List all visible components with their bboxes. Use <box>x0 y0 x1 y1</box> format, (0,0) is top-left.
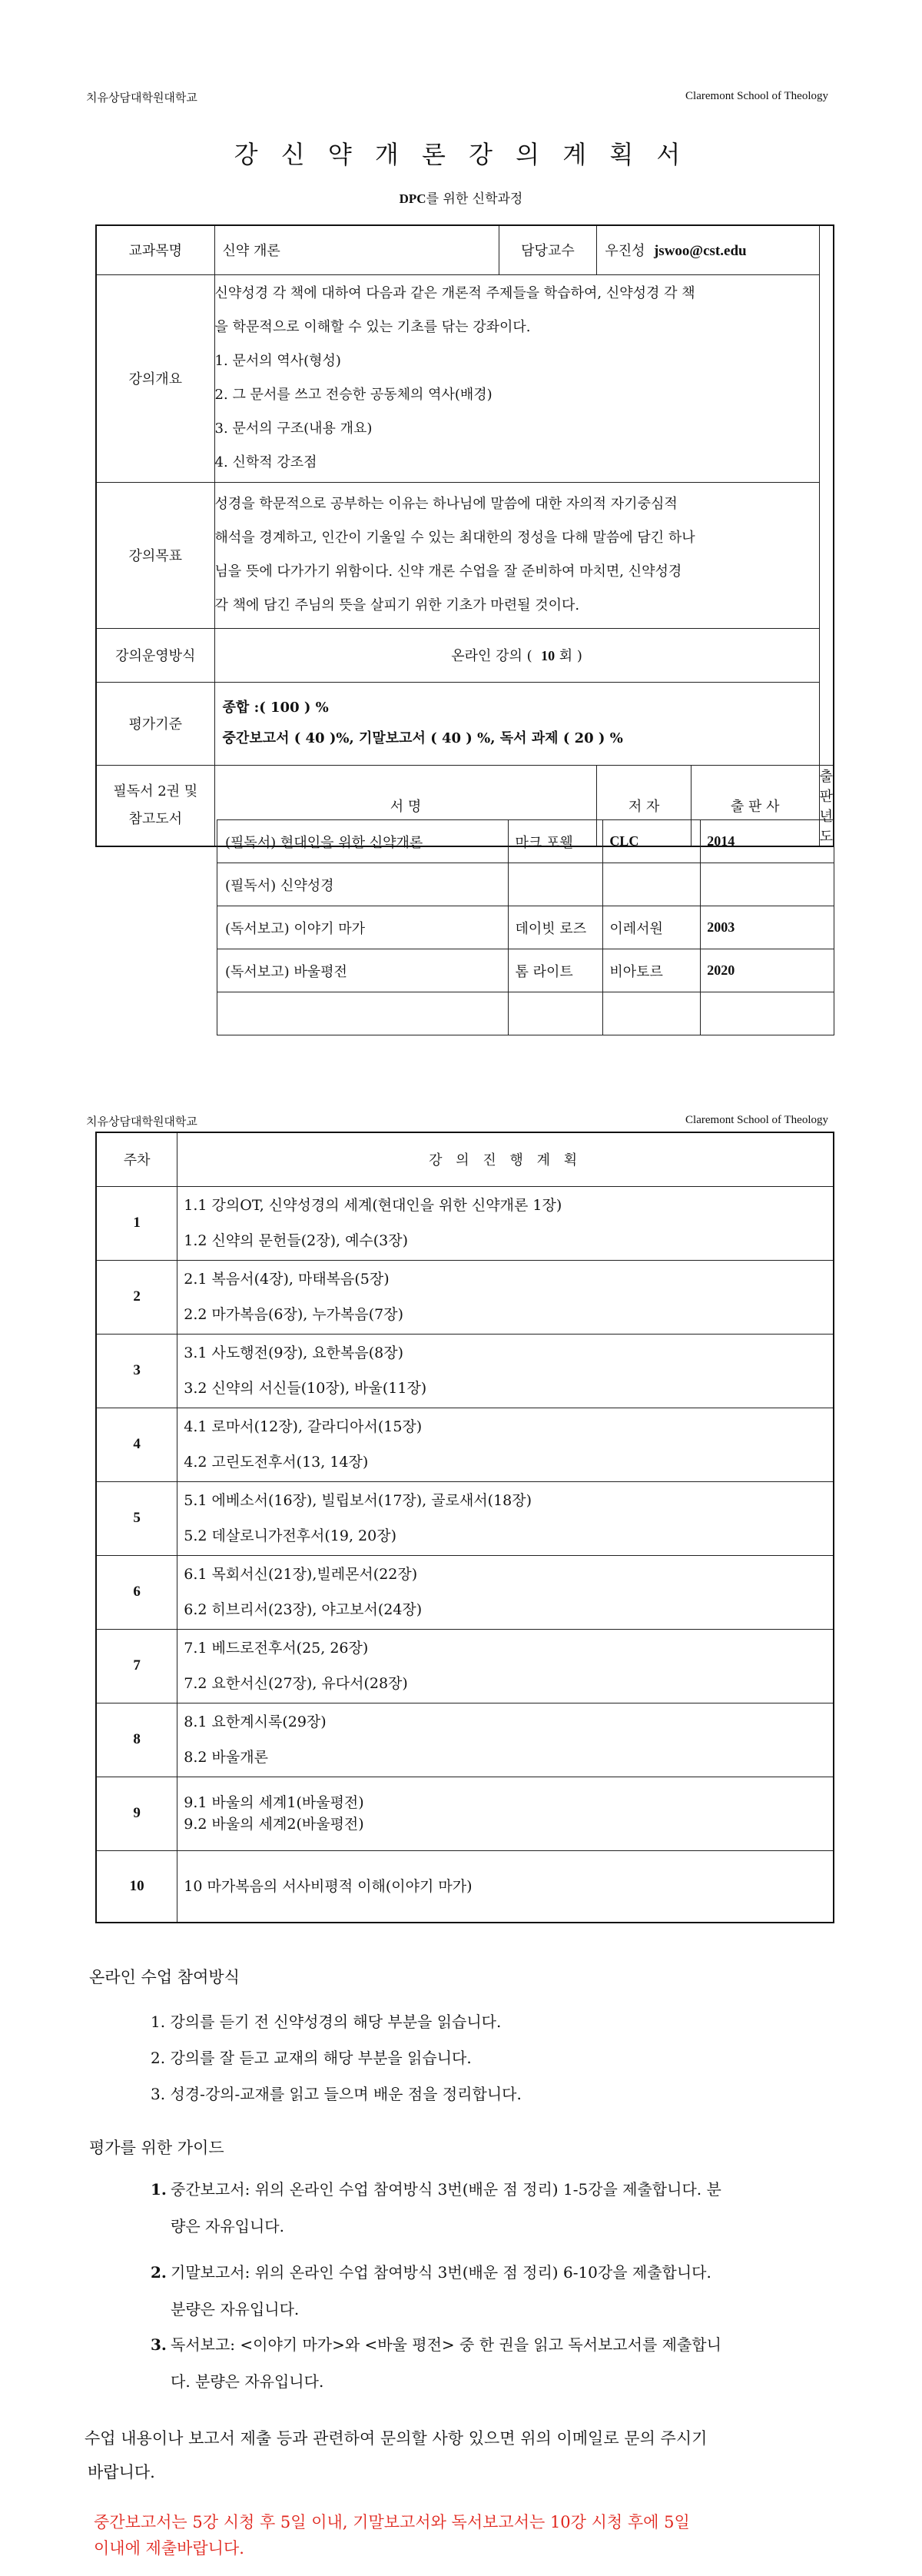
week-row <box>96 1260 834 1334</box>
week-number: 3 <box>96 1334 177 1408</box>
week-topic-line: 6.2 히브리서(23장), 야고보서(24장) <box>184 1601 423 1618</box>
method-value: 온라인 강의 ( 10 회 ) <box>214 628 819 682</box>
overview-line: 1. 문서의 역사(형성) <box>214 353 341 369</box>
instructor-email: jswoo@cst.edu <box>653 243 747 260</box>
book-author: 마크 포웰 <box>509 820 603 863</box>
week-topic-line: 1.1 강의OT, 신약성경의 세계(현대인을 위한 신약개론 1장) <box>184 1197 562 1214</box>
syllabus-table <box>95 224 834 847</box>
books-table <box>217 819 834 1035</box>
week-number: 6 <box>96 1555 177 1629</box>
book-title: (필독서) 신약성경 <box>217 863 509 906</box>
evaluation-row <box>96 682 834 765</box>
week-row <box>96 1408 834 1481</box>
book-title: (독서보고) 이야기 마가 <box>217 906 509 949</box>
week-topic-line: 8.1 요한계시록(29장) <box>184 1713 327 1730</box>
overview-line: 2. 그 문서를 쓰고 전승한 공동체의 역사(배경) <box>214 387 493 403</box>
book-author <box>509 863 603 906</box>
overview-line: 4. 신학적 강조점 <box>214 454 317 470</box>
week-topics <box>177 1186 834 1260</box>
book-year: 2014 <box>701 820 834 863</box>
week-topic-line: 3.2 신약의 서신들(10장), 바울(11장) <box>184 1380 427 1397</box>
books-col-title: 서 명 <box>214 765 597 846</box>
participation-title: 온라인 수업 참여방식 <box>89 1968 240 1986</box>
goal-content <box>214 482 819 628</box>
document-subtitle <box>0 188 922 207</box>
books-col-publisher: 출 판 사 <box>691 765 819 846</box>
goal-row <box>96 482 834 628</box>
book-year <box>701 863 834 906</box>
week-topic-line: 3.1 사도행전(9장), 요한복음(8장) <box>184 1345 403 1361</box>
week-number: 1 <box>96 1186 177 1260</box>
goal-line: 해석을 경계하고, 인간이 기울일 수 있는 최대한의 정성을 다해 말씀에 담긴 하나 <box>214 530 695 546</box>
school-name-korean-p2: 치유상담대학원대학교 <box>86 1115 197 1128</box>
books-col-author: 저 자 <box>597 765 691 846</box>
week-topics <box>177 1260 834 1334</box>
school-name-korean: 치유상담대학원대학교 <box>86 91 197 105</box>
week-row <box>96 1555 834 1629</box>
week-topic-line: 7.1 베드로전후서(25, 26장) <box>184 1640 369 1657</box>
goal-line: 각 책에 담긴 주님의 뜻을 살피기 위한 기초가 마련될 것이다. <box>214 597 580 613</box>
week-topic-line: 2.1 복음서(4장), 마태복음(5장) <box>184 1271 390 1288</box>
guide-title: 평가를 위한 가이드 <box>89 2139 224 2157</box>
overview-content <box>214 274 819 482</box>
week-topic-line: 4.1 로마서(12장), 갈라디아서(15장) <box>184 1418 423 1435</box>
book-publisher: 이레서원 <box>603 906 701 949</box>
deadline-notice: 중간보고서는 5강 시청 후 5일 이내, 기말보고서와 독서보고서는 10강 시청 후에 5일 이내에 제출바랍니다. <box>94 2513 690 2558</box>
week-number: 7 <box>96 1629 177 1703</box>
book-title: (독서보고) 바울평전 <box>217 949 509 992</box>
overview-row <box>96 274 834 482</box>
guide-item-final: 2. 기말보고서: 위의 온라인 수업 참여방식 3번(배운 점 정리) 6-10강을 제출합니다. 분량은 자유입니다. <box>151 2263 711 2318</box>
week-topics <box>177 1555 834 1629</box>
week-topic-line: 5.1 에베소서(16장), 빌립보서(17장), 골로새서(18장) <box>184 1492 532 1509</box>
week-row <box>96 1629 834 1703</box>
participation-item: 1. 강의를 듣기 전 신약성경의 해당 부분을 읽습니다. <box>151 2013 502 2031</box>
week-topic-line: 1.2 신약의 문헌들(2장), 예수(3장) <box>184 1232 409 1249</box>
week-topic-line: 8.2 바울개론 <box>184 1749 268 1766</box>
plan-header: 강 의 진 행 계 획 <box>177 1132 834 1186</box>
course-info-row <box>96 225 834 274</box>
week-topic-line: 9.2 바울의 세계2(바울평전) <box>184 1816 364 1833</box>
week-header: 주차 <box>96 1132 177 1186</box>
participation-item: 2. 강의를 잘 듣고 교재의 해당 부분을 읽습니다. <box>151 2049 472 2067</box>
instructor-cell <box>597 225 819 274</box>
week-row <box>96 1850 834 1923</box>
book-year: 2003 <box>701 906 834 949</box>
course-name-value: 신약 개론 <box>214 225 499 274</box>
week-number: 10 <box>96 1850 177 1923</box>
week-topics <box>177 1703 834 1777</box>
book-row <box>217 820 834 863</box>
instructor-name: 우진성 <box>605 243 645 260</box>
subtitle-program: DPC <box>399 191 426 206</box>
book-author: 데이빗 로즈 <box>509 906 603 949</box>
overview-line: 3. 문서의 구조(내용 개요) <box>214 420 373 437</box>
week-row <box>96 1186 834 1260</box>
school-name-english: Claremont School of Theology <box>685 90 828 102</box>
evaluation-breakdown: 중간보고서 ( 40 )%, 기말보고서 ( 40 ) %, 독서 과제 ( 20 ) % <box>222 730 623 746</box>
book-publisher <box>603 863 701 906</box>
week-topic-line: 10 마가복음의 서사비평적 이해(이야기 마가) <box>184 1877 473 1895</box>
evaluation-label: 평가기준 <box>96 682 214 765</box>
book-publisher: 비아토르 <box>603 949 701 992</box>
subtitle-text: 를 위한 신학과정 <box>426 191 523 207</box>
guide-item-reading: 3. 독서보고: <이야기 마가>와 <바울 평전> 중 한 권을 읽고 독서보고서를 제출합니 다. 분량은 자유입니다. <box>151 2335 721 2391</box>
lecture-count: 10 <box>541 648 556 663</box>
week-topics <box>177 1481 834 1555</box>
schedule-table <box>95 1132 834 1923</box>
goal-line: 님을 뜻에 다가가기 위함이다. 신약 개론 수업을 잘 준비하여 마치면, 신약성경 <box>214 563 682 580</box>
week-topic-line: 6.1 목회서신(21장),빌레몬서(22장) <box>184 1566 418 1583</box>
week-topics <box>177 1777 834 1850</box>
overview-label: 강의개요 <box>96 274 214 482</box>
overview-line: 신약성경 각 책에 대하여 다음과 같은 개론적 주제들을 학습하여, 신약성경 각 책 <box>214 285 695 301</box>
school-name-english-p2: Claremont School of Theology <box>685 1114 828 1126</box>
books-label: 필독서 2권 및 참고도서 <box>96 765 214 846</box>
week-row <box>96 1481 834 1555</box>
book-publisher: CLC <box>603 820 701 863</box>
week-topic-line: 9.1 바울의 세계1(바울평전) <box>184 1794 364 1811</box>
method-row <box>96 628 834 682</box>
week-topic-line: 7.2 요한서신(27장), 유다서(28장) <box>184 1675 408 1692</box>
document-title: 강 신 약 개 론 강 의 계 획 서 <box>234 140 688 169</box>
book-row-empty <box>217 992 834 1035</box>
week-number: 4 <box>96 1408 177 1481</box>
week-row <box>96 1334 834 1408</box>
instructor-label: 담당교수 <box>499 225 597 274</box>
week-topic-line: 4.2 고린도전후서(13, 14장) <box>184 1454 369 1471</box>
week-row <box>96 1777 834 1850</box>
overview-line: 을 학문적으로 이해할 수 있는 기초를 닦는 강좌이다. <box>214 319 531 335</box>
week-number: 2 <box>96 1260 177 1334</box>
participation-item: 3. 성경-강의-교재를 읽고 들으며 배운 점을 정리합니다. <box>151 2085 522 2103</box>
book-title: (필독서) 현대인을 위한 신약개론 <box>217 820 509 863</box>
schedule-header-row <box>96 1132 834 1186</box>
evaluation-total: 종합 :( 100 ) % <box>222 700 329 716</box>
book-row <box>217 906 834 949</box>
course-name-label: 교과목명 <box>96 225 214 274</box>
goal-line: 성경을 학문적으로 공부하는 이유는 하나님에 말씀에 대한 자의적 자기중심적 <box>214 496 678 512</box>
week-topics <box>177 1629 834 1703</box>
book-year: 2020 <box>701 949 834 992</box>
book-row <box>217 863 834 906</box>
books-col-year: 출판년도 <box>819 765 834 846</box>
book-author: 톰 라이트 <box>509 949 603 992</box>
goal-label: 강의목표 <box>96 482 214 628</box>
method-label: 강의운영방식 <box>96 628 214 682</box>
week-number: 5 <box>96 1481 177 1555</box>
week-number: 9 <box>96 1777 177 1850</box>
week-topics <box>177 1408 834 1481</box>
week-row <box>96 1703 834 1777</box>
book-row <box>217 949 834 992</box>
week-topic-line: 5.2 데살로니가전후서(19, 20장) <box>184 1527 396 1544</box>
week-topics <box>177 1850 834 1923</box>
contact-note: 수업 내용이나 보고서 제출 등과 관련하여 문의할 사항 있으면 위의 이메일로 문의 주시기 바랍니다. <box>85 2429 708 2481</box>
week-topics <box>177 1334 834 1408</box>
guide-item-midterm: 1. 중간보고서: 위의 온라인 수업 참여방식 3번(배운 점 정리) 1-5강을 제출합니다. 분 량은 자유입니다. <box>151 2180 721 2235</box>
week-number: 8 <box>96 1703 177 1777</box>
evaluation-content <box>214 682 819 765</box>
week-topic-line: 2.2 마가복음(6장), 누가복음(7장) <box>184 1306 403 1323</box>
